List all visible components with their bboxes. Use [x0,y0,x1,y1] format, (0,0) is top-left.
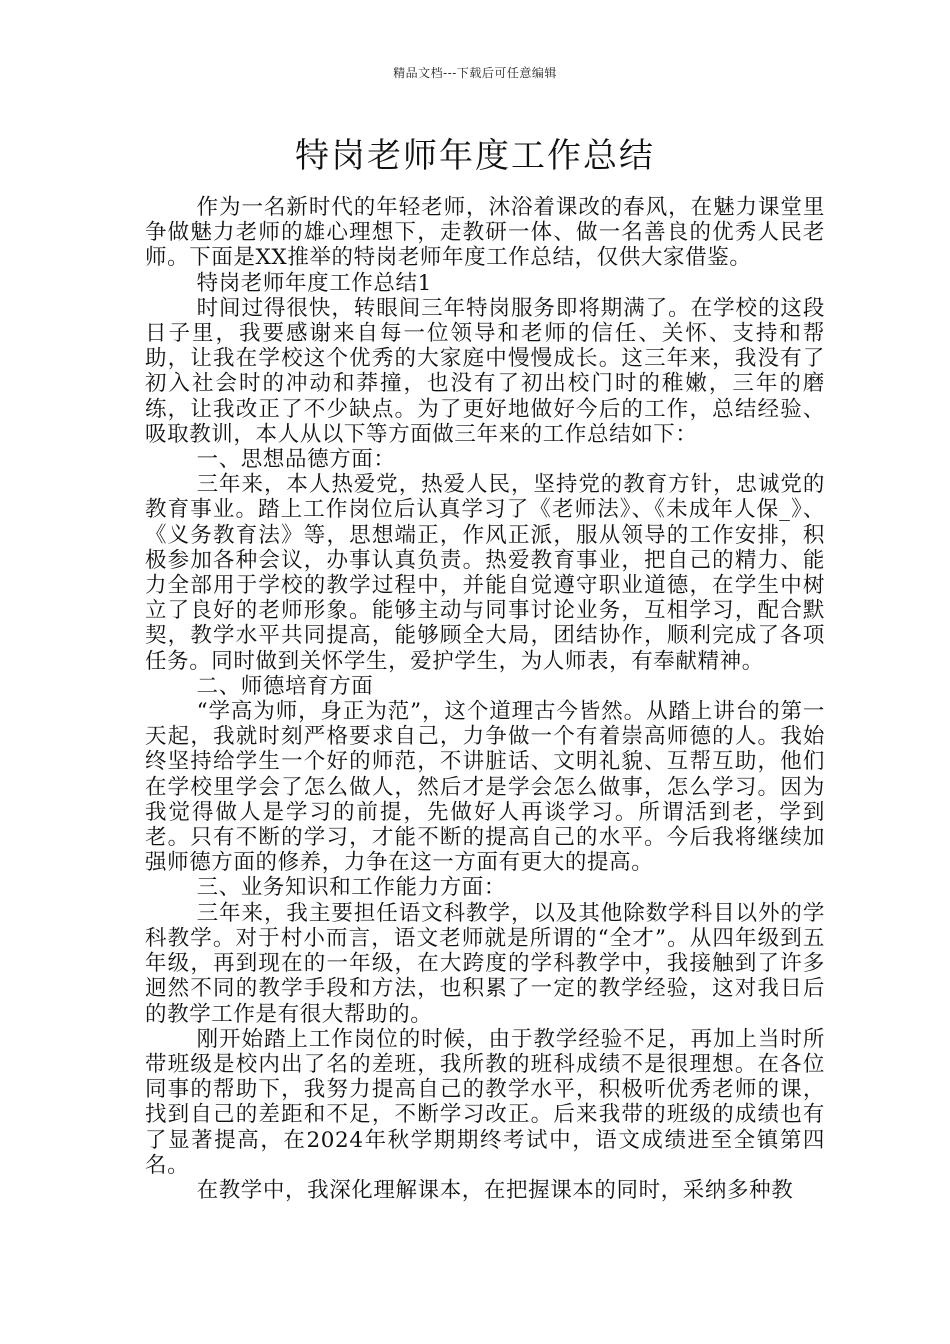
paragraph-ability: 三年来，我主要担任语文科教学，以及其他除数学科目以外的学科教学。对于村小而言，语文老师就是所谓的“全才”。从四年级到五年级，再到现在的一年级，在大跨度的学科教学中，我接触到了许多迥然不同的教学手段和方法，也积累了一定的教学经验，这对我日后的教学工作是有很大帮助的。 [145,900,825,1027]
document-body [145,195,825,1203]
paragraph-ideology: 三年来，本人热爱党，热爱人民，坚持党的教育方针，忠诚党的教育事业。踏上工作岗位后认真学习了《老师法》、《未成年人保_》、《义务教育法》等，思想端正，作风正派，服从领导的工作安排，积极参加各种会议，办事认真负责。热爱教育事业，把自己的精力、能力全部用于学校的教学过程中，并能自觉遵守职业道德，在学生中树立了良好的老师形象。能够主动与同事讨论业务，互相学习，配合默契，教学水平共同提高，能够顾全大局，团结协作，顺利完成了各项任务。同时做到关怀学生，爱护学生，为人师表，有奉献精神。 [145,472,825,674]
paragraph-opening: 时间过得很快，转眼间三年特岗服务即将期满了。在学校的这段日子里，我要感谢来自每一位领导和老师的信任、关怀、支持和帮助，让我在学校这个优秀的大家庭中慢慢成长。这三年来，我没有了初入社会时的冲动和莽撞，也没有了初出校门时的稚嫩，三年的磨练，让我改正了不少缺点。为了更好地做好今后的工作，总结经验、吸取教训，本人从以下等方面做三年来的工作总结如下： [145,295,825,447]
paragraph-ethics: “学高为师，身正为范”，这个道理古今皆然。从踏上讲台的第一天起，我就时刻严格要求自己，力争做一个有着崇高师德的人。我始终坚持给学生一个好的师范，不讲脏话、文明礼貌、互帮互助，他们在学校里学会了怎么做人，然后才是学会怎么做事，怎么学习。因为我觉得做人是学习的前提，先做好人再谈学习。所谓活到老，学到老。只有不断的学习，才能不断的提高自己的水平。今后我将继续加强师德方面的修养，力争在这一方面有更大的提高。 [145,699,825,876]
subtitle-summary-1: 特岗老师年度工作总结1 [196,270,432,296]
section-heading-ideology: 一、思想品德方面： [196,447,396,473]
section-heading-ethics: 二、师德培育方面 [196,673,374,699]
header-note: 精品文档---下载后可任意编辑 [393,66,557,80]
document-title: 特岗老师年度工作总结 [295,136,655,176]
intro-paragraph: 作为一名新时代的年轻老师，沐浴着课改的春风，在魅力课堂里争做魅力老师的雄心理想下，走教研一体、做一名善良的优秀人民老师。下面是XX推举的特岗老师年度工作总结，仅供大家借鉴。 [145,195,825,271]
paragraph-teaching: 在教学中，我深化理解课本，在把握课本的同时，采纳多种教 [196,1177,794,1203]
section-heading-ability: 三、业务知识和工作能力方面： [196,875,506,901]
paragraph-early-work: 刚开始踏上工作岗位的时候，由于教学经验不足，再加上当时所带班级是校内出了名的差班，我所教的班科成绩不是很理想。在各位同事的帮助下，我努力提高自己的教学水平，积极听优秀老师的课，找到自己的差距和不足，不断学习改正。后来我带的班级的成绩也有了显著提高，在2024年秋学期期终考试中，语文成绩进至全镇第四名。 [145,1026,825,1178]
